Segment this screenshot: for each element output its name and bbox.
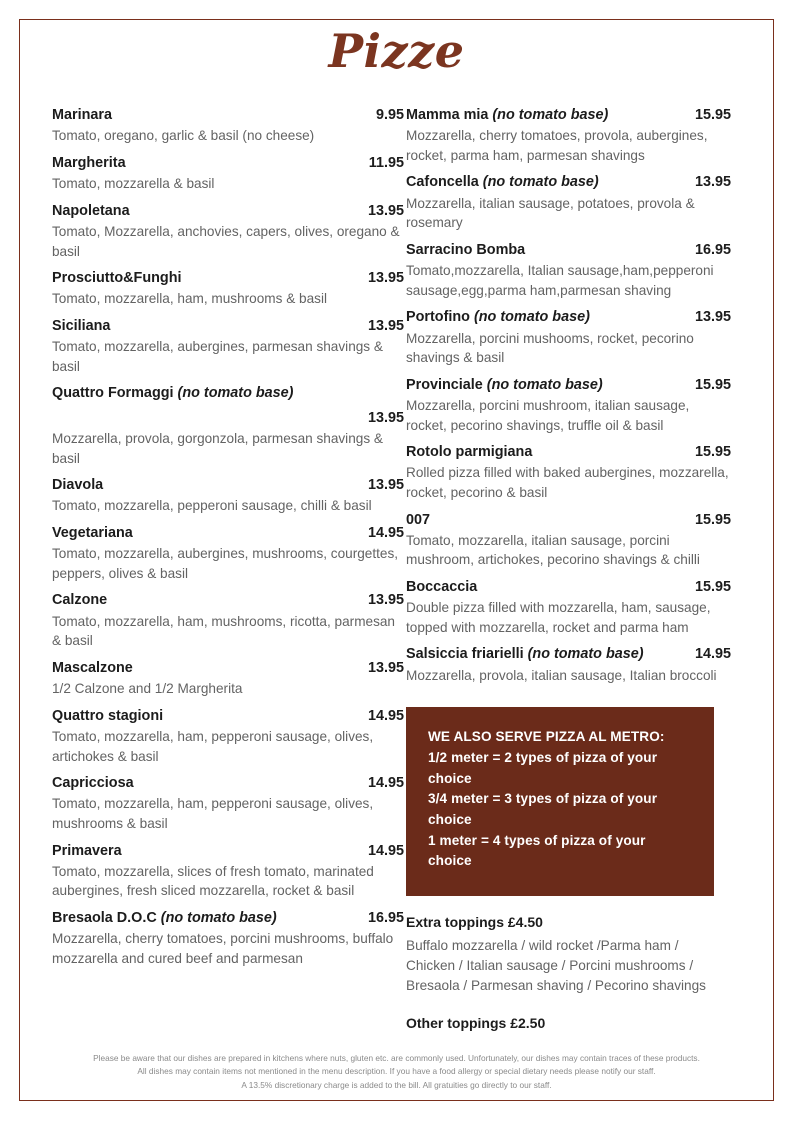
menu-item-description: Tomato, mozzarella, pepperoni sausage, chilli & basil [52,498,372,514]
menu-item-header [52,774,404,793]
menu-item-qualifier: (no tomato base) [478,174,599,191]
menu-item-header [406,173,731,192]
menu-item-price: 13.95 [367,318,404,334]
menu-item-header [406,241,731,260]
menu-item-price: 13.95 [694,309,731,326]
menu-item-name: Sarracino Bomba [406,241,526,258]
menu-item-name: Margherita [52,154,126,171]
menu-item-price: 14.95 [694,646,731,663]
menu-item-description: Tomato, mozzarella, ham, mushrooms, ricotta, parmesan & basil [52,613,395,649]
menu-item-description: Mozzarella, provola, gorgonzola, parmesan shavings & basil [52,431,383,466]
menu-item-price: 14.95 [367,842,404,859]
menu-item [406,578,731,637]
menu-item-header [52,154,404,173]
menu-item-header [52,591,404,610]
menu-item-price: 11.95 [368,154,404,171]
menu-item [406,106,731,165]
menu-item [52,154,404,194]
menu-item [52,384,404,468]
menu-item-description: Mozzarella, porcini mushroom, italian sausage, rocket, pecorino shavings, truffle oil & basil [406,397,690,433]
menu-item [406,241,731,300]
menu-item-description: Tomato, Mozzarella, anchovies, capers, olives, oregano & basil [52,224,400,259]
menu-item-description: Tomato, oregano, garlic & basil (no cheese) [52,128,315,144]
menu-item-description: Tomato, mozzarella, slices of fresh tomato, marinated aubergines, fresh sliced mozzarella, rocket & basil [52,863,374,899]
al-metro-promo-box [406,707,714,896]
menu-item [406,173,731,232]
menu-item [406,511,731,570]
menu-item-price: 13.95 [367,270,404,287]
menu-item-name: Portofino (no tomato base) [406,309,590,326]
menu-item-header [52,269,404,288]
menu-item-price: 15.95 [694,444,731,461]
menu-item-description: Tomato, mozzarella, aubergines, parmesan shavings & basil [52,339,383,374]
menu-item-header [406,443,731,462]
disclaimer [46,1052,747,1092]
menu-item-price: 13.95 [367,659,404,676]
extra-toppings-list: Buffalo mozzarella / wild rocket /Parma ham / Chicken / Italian sausage / Porcini mushrooms / Bresaola / Parmesan shaving / Pecorino shavings [406,937,706,993]
menu-item [406,376,731,435]
menu-item-name: Siciliana [52,318,111,334]
menu-item-name: Boccaccia [406,578,478,595]
menu-item-price: 13.95 [367,409,404,426]
menu-item [406,443,731,502]
menu-item [52,659,404,699]
disclaimer-line: Please be aware that our dishes are prepared in kitchens where nuts, gluten etc. are commonly used. Unfortunately, our dishes may contain traces of these products. [93,1053,700,1063]
menu-item-name: Marinara [52,107,112,123]
menu-item-price: 9.95 [375,107,404,123]
menu-item-name: Primavera [52,842,122,859]
menu-item [52,317,404,376]
menu-item-description: Mozzarella, cherry tomatoes, provola, aubergines, rocket, parma ham, parmesan shavings [406,128,708,163]
menu-item [52,476,404,516]
menu-item-description: Tomato, mozzarella, ham, pepperoni sausage, olives, artichokes & basil [52,729,374,764]
menu-item-name: 007 [406,511,431,528]
menu-item-description: Mozzarella, cherry tomatoes, porcini mushrooms, buffalo mozzarella and cured beef and parmesan [52,931,394,966]
menu-item-price: 15.95 [694,376,731,393]
al-metro-heading: WE ALSO SERVE PIZZA AL METRO: [428,729,665,745]
menu-item-name: Rotolo parmigiana [406,444,533,461]
menu-item-header [406,511,731,530]
menu-item-name: Mascalzone [52,659,133,676]
menu-item-name: Capricciosa [52,775,134,792]
menu-item-description: Mozzarella, provola, italian sausage, Italian broccoli [406,667,717,683]
menu-item-description: Tomato, mozzarella, ham, mushrooms & basil [52,291,327,307]
menu-item-description: Tomato, mozzarella & basil [52,176,215,192]
menu-column-left [52,106,404,976]
menu-item-description: Rolled pizza filled with baked aubergines, mozzarella, rocket, pecorino & basil [406,465,729,500]
menu-item-price: 13.95 [694,174,731,191]
menu-item-description: Double pizza filled with mozzarella, ham, sausage, topped with mozzarella, rocket and parma ham [406,600,711,635]
menu-item-qualifier: (no tomato base) [488,107,609,123]
menu-item-price: 15.95 [694,107,731,123]
menu-item-price: 15.95 [694,578,731,595]
menu-item-qualifier: (no tomato base) [173,385,294,402]
menu-item-name: Bresaola D.O.C (no tomato base) [52,909,277,926]
menu-item-description: Tomato, mozzarella, aubergines, mushrooms, courgettes, peppers, olives & basil [52,546,399,581]
menu-item [406,645,731,685]
menu-item-price: 15.95 [694,511,731,528]
menu-item-header [406,645,731,664]
menu-item-header [52,909,404,928]
menu-item [52,842,404,901]
menu-item-price: 14.95 [367,775,404,792]
other-toppings-title: Other toppings £2.50 [406,1015,546,1032]
al-metro-option: 3/4 meter = 3 types of pizza of your choice [428,791,658,827]
menu-item-name: Prosciutto&Funghi [52,270,182,287]
menu-columns [0,106,793,1037]
menu-item-header [52,659,404,678]
menu-item-description: Tomato,mozzarella, Italian sausage,ham,pepperoni sausage,egg,parma ham,parmesan shaving [406,263,714,298]
menu-item-price: 16.95 [367,909,404,926]
menu-item-description: Mozzarella, italian sausage, potatoes, provola & rosemary [406,195,695,231]
menu-item-header [406,308,731,327]
menu-item-price: 14.95 [367,525,404,541]
menu-column-right [406,106,731,1037]
menu-item-name: Salsiccia friarielli (no tomato base) [406,646,644,663]
menu-item-header [52,707,404,726]
menu-item-name: Quattro stagioni [52,707,164,724]
menu-item [52,524,404,583]
menu-item-name: Quattro Formaggi (no tomato base) [52,385,294,402]
right-items-container [406,106,731,685]
menu-item-name: Vegetariana [52,525,133,541]
menu-item-header [406,106,731,125]
menu-item-header [406,376,731,395]
menu-item-header [52,384,404,428]
disclaimer-line: A 13.5% discretionary charge is added to the bill. All gratuities go directly to our staff. [241,1079,552,1090]
disclaimer-line: All dishes may contain items not mentioned in the menu description. If you have a food allergy or special dietary needs please notify our staff. [137,1066,656,1077]
menu-item-qualifier: (no tomato base) [469,309,590,326]
menu-item-description: Mozzarella, porcini mushooms, rocket, pecorino shavings & basil [406,330,694,366]
menu-item-qualifier: (no tomato base) [482,376,603,393]
menu-item-name: Cafoncella (no tomato base) [406,174,599,191]
menu-item-description: Tomato, mozzarella, italian sausage, porcini mushroom, artichokes, pecorino shavings & chilli [406,532,700,568]
menu-item [406,308,731,367]
menu-item [52,591,404,650]
menu-item-name: Diavola [52,477,104,494]
menu-item-header [52,842,404,861]
menu-item-name: Mamma mia (no tomato base) [406,107,609,123]
menu-item [52,774,404,833]
menu-item [52,707,404,766]
menu-item-price: 14.95 [367,707,404,724]
menu-item-header [52,317,404,336]
al-metro-option: 1/2 meter = 2 types of pizza of your choice [428,749,658,786]
menu-item-header [52,476,404,495]
menu-item-price: 16.95 [694,241,731,258]
menu-item-price: 13.95 [367,592,404,609]
menu-item-qualifier: (no tomato base) [156,909,277,926]
menu-item-description: Tomato, mozzarella, ham, pepperoni sausage, olives, mushrooms & basil [52,796,374,831]
menu-item [52,909,404,968]
menu-item-description: 1/2 Calzone and 1/2 Margherita [52,681,243,697]
menu-item-price: 13.95 [367,202,404,219]
menu-item-name: Calzone [52,592,108,609]
extra-toppings-title: Extra toppings £4.50 [406,913,543,930]
menu-item [52,202,404,261]
menu-item-header [406,578,731,597]
page-title: Pizze [328,24,465,78]
menu-item [52,106,404,146]
menu-item [52,269,404,309]
menu-item-name: Napoletana [52,202,130,219]
menu-item-price: 13.95 [367,477,404,494]
menu-item-qualifier: (no tomato base) [523,646,644,663]
menu-item-name: Provinciale (no tomato base) [406,376,603,393]
menu-item-header [52,202,404,221]
menu-item-header [52,524,404,543]
menu-item-header [52,106,404,125]
al-metro-option: 1 meter = 4 types of pizza of your choice [428,832,646,869]
